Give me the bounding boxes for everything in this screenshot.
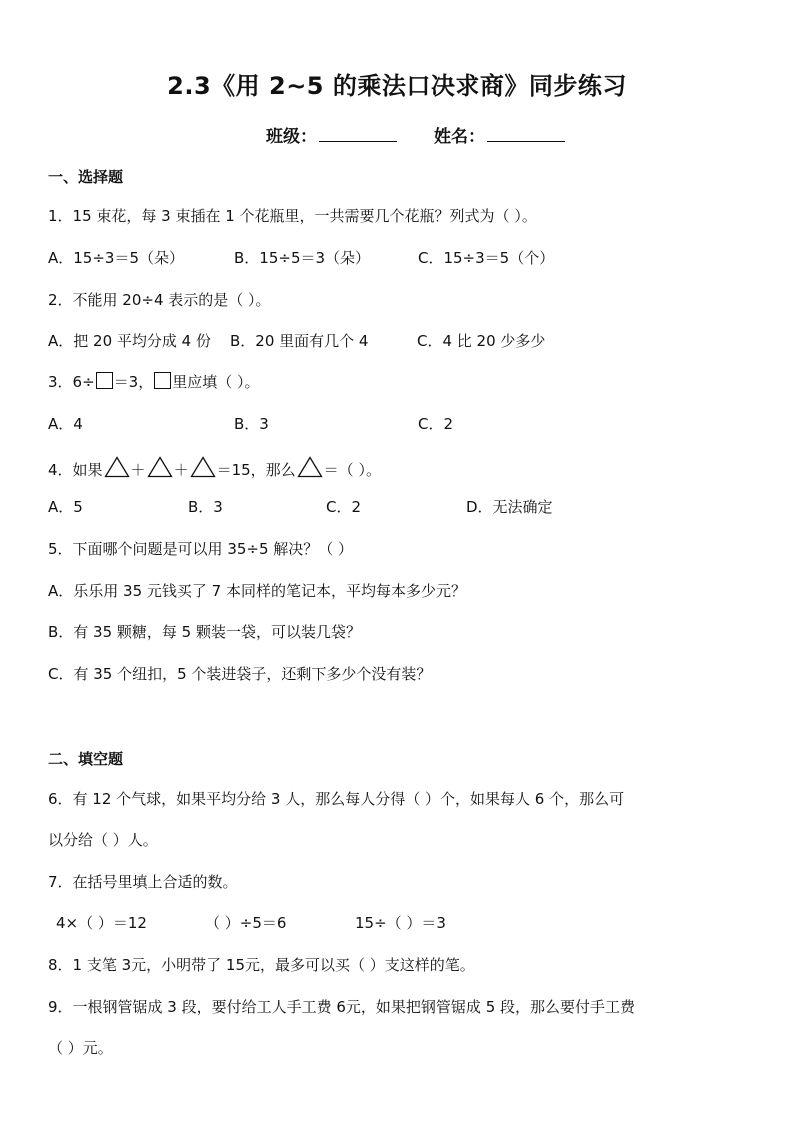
class-label: 班级： <box>266 127 317 147</box>
name-field <box>434 122 565 147</box>
name-label: 姓名： <box>434 127 485 147</box>
question-4-option-d: D．无法确定 <box>466 498 553 516</box>
question-2-option-c: C．4 比 20 少多少 <box>417 332 546 350</box>
question-6-line-1: 6．有 12 个气球，如果平均分给 3 人，那么每人分得（ ）个，如果每人 6 个，那么可 <box>48 790 625 808</box>
question-1-option-c: C．15÷3＝5（个） <box>418 249 555 267</box>
triangle-blank-icon <box>147 456 173 478</box>
triangle-blank-icon <box>190 456 216 478</box>
question-4-option-b: B．3 <box>188 498 223 516</box>
triangle-blank-icon <box>297 456 323 478</box>
question-9-line-1: 9．一根钢管锯成 3 段，要付给工人手工费 6元，如果把钢管锯成 5 段，那么要付手工费 <box>48 998 636 1016</box>
question-1-stem: 1．15 束花，每 3 束插在 1 个花瓶里，一共需要几个花瓶？列式为（ ）。 <box>48 207 537 225</box>
question-6-line-2: 以分给（ ）人。 <box>48 831 158 849</box>
question-7-expr-3: 15÷（ ）＝3 <box>355 914 446 932</box>
square-blank-icon <box>96 372 113 389</box>
question-5-option-a: A．乐乐用 35 元钱买了 7 本同样的笔记本，平均每本多少元？ <box>48 582 466 600</box>
question-3-option-b: B．3 <box>234 415 269 433</box>
question-9-line-2: （ ）元。 <box>48 1039 113 1057</box>
section-choice-heading: 一、选择题 <box>48 168 124 186</box>
question-5-option-b: B．有 35 颗糖，每 5 颗装一袋，可以装几袋？ <box>48 623 361 641</box>
question-3-option-c: C．2 <box>418 415 454 433</box>
question-4-stem: 4．如果 ＋ ＋ ＝15，那么 ＝（ ）。 <box>48 456 381 480</box>
question-3-stem: 3．6÷ ＝3， 里应填（ ）。 <box>48 373 260 391</box>
question-1-option-b: B．15÷5＝3（朵） <box>234 249 371 267</box>
question-4-option-a: A．5 <box>48 498 83 516</box>
square-blank-icon <box>154 372 171 389</box>
class-field <box>266 122 397 147</box>
question-5-option-c: C．有 35 个纽扣，5 个装进袋子，还剩下多少个没有装？ <box>48 665 432 683</box>
question-5-stem: 5．下面哪个问题是可以用 35÷5 解决？（ ） <box>48 540 354 558</box>
question-7-expr-2: （ ）÷5＝6 <box>205 914 287 932</box>
triangle-blank-icon <box>104 456 130 478</box>
page-title: 2.3《用 2~5 的乘法口决求商》同步练习 <box>167 72 627 100</box>
question-4-option-c: C．2 <box>326 498 362 516</box>
question-7-expr-1: 4×（ ）＝12 <box>56 914 147 932</box>
question-3-option-a: A．4 <box>48 415 83 433</box>
name-blank[interactable] <box>487 125 565 142</box>
question-8-stem: 8．1 支笔 3元，小明带了 15元，最多可以买（ ）支这样的笔。 <box>48 956 475 974</box>
question-2-stem: 2．不能用 20÷4 表示的是（ ）。 <box>48 291 271 309</box>
question-7-stem: 7．在括号里填上合适的数。 <box>48 873 238 891</box>
section-fill-heading: 二、填空题 <box>48 750 124 768</box>
question-2-option-b: B．20 里面有几个 4 <box>230 332 369 350</box>
question-2-option-a: A．把 20 平均分成 4 份 <box>48 332 211 350</box>
class-blank[interactable] <box>319 125 397 142</box>
question-1-option-a: A．15÷3＝5（朵） <box>48 249 185 267</box>
